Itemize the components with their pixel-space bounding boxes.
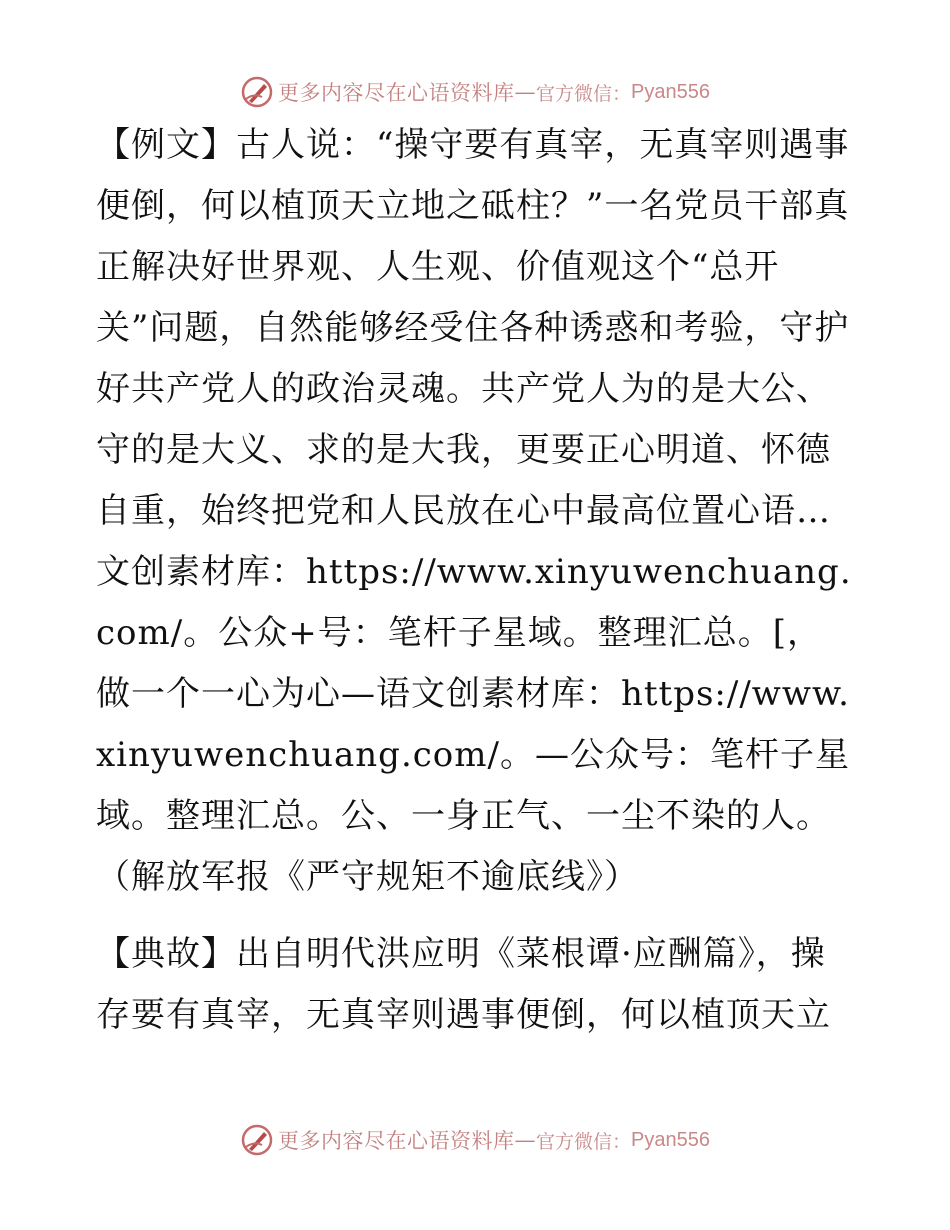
watermark-sub-text: 官方微信：	[536, 82, 632, 105]
header-watermark	[0, 72, 950, 112]
example-paragraph	[96, 115, 856, 908]
watermark-wechat-id: Pyan556	[631, 80, 710, 103]
watermark-main-text: 更多内容尽在心语资料库	[278, 81, 515, 105]
allusion-tag: 【典故】	[96, 934, 236, 974]
watermark-dash: —	[514, 80, 536, 104]
example-tag: 【例文】	[96, 125, 236, 165]
footer-watermark	[0, 1120, 950, 1160]
watermark-main-text: 更多内容尽在心语资料库	[278, 1129, 515, 1153]
watermark-wechat-id: Pyan556	[631, 1128, 710, 1151]
watermark-dash: —	[514, 1128, 536, 1152]
quill-logo-icon	[240, 1123, 274, 1157]
paragraph-gap	[96, 908, 856, 924]
quill-logo-icon	[240, 75, 274, 109]
watermark-sub-text: 官方微信：	[536, 1130, 632, 1153]
example-text: 古人说：“操守要有真宰，无真宰则遇事便倒，何以植顶天立地之砥柱？”一名党员干部真正解决好世界观、人生观、价值观这个“总开关”问题，自然能够经受住各种诱惑和考验，守护好共产党人的政治灵魂。共产党人为的是大公、守的是大义、求的是大我，更要正心明道、怀德自重，始终把党和人民放在心中最高位置心语…文创素材库：https://www.xinyuwenchuang.com/。公众+号：笔杆子星域。整理汇总。[，做一个一心为心—语文创素材库：https://www.xinyuwenchuang.com/。—公众号：笔杆子星域。整理汇总。公、一身正气、一尘不染的人。（解放军报《严守规矩不逾底线》）	[96, 125, 852, 897]
allusion-paragraph	[96, 924, 856, 1046]
allusion-text: 出自明代洪应明《菜根谭·应酬篇》，操存要有真宰，无真宰则遇事便倒，何以植顶天立	[96, 934, 831, 1035]
document-body	[96, 115, 856, 1046]
